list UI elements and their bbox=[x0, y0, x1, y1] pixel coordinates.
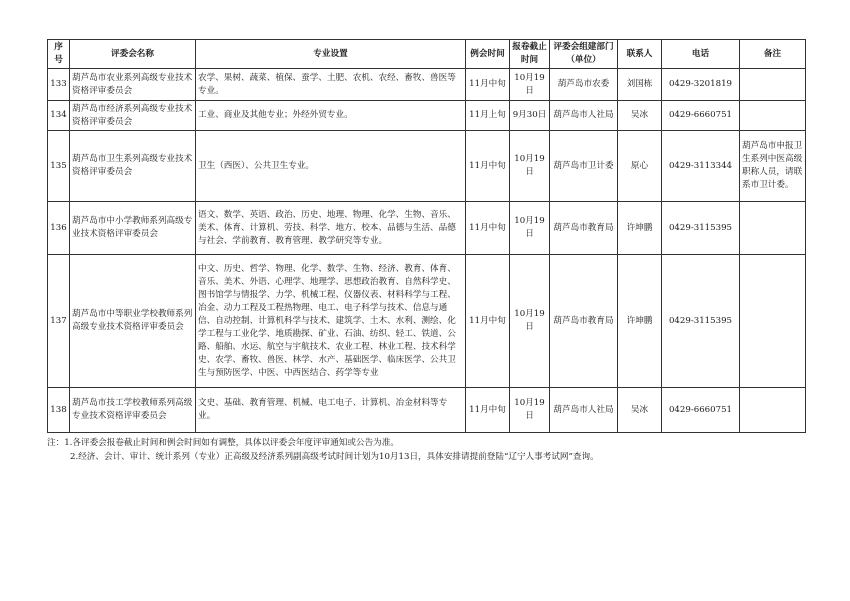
cell-contact: 许坤鹏 bbox=[618, 255, 662, 388]
header-meeting: 例会时间 bbox=[466, 40, 510, 69]
cell-contact: 吴冰 bbox=[618, 101, 662, 131]
cell-majors: 卫生（西医）、公共卫生专业。 bbox=[196, 131, 466, 202]
cell-committee: 葫芦岛市农业系列高级专业技术资格评审委员会 bbox=[70, 69, 196, 101]
cell-contact: 吴冰 bbox=[618, 388, 662, 433]
cell-majors: 文史、基础、教育管理、机械、电工电子、计算机、冶金材料等专业。 bbox=[196, 388, 466, 433]
cell-remark bbox=[740, 255, 806, 388]
cell-phone: 0429-6660751 bbox=[662, 388, 740, 433]
cell-majors: 中文、历史、哲学、物理、化学、数学、生物、经济、教育、体育、音乐、美术、外语、心理学、地理学、思想政治教育、自然科学史、图书馆学与情报学、力学、机械工程、仪器仪表、材料科学与工程、冶金、动力工程及工程热物理、电工、电子科学与技术、信息与通信、自动控制、计算机科学与技术、建筑学、土木、水利、测绘、化学工程与工业化学、地质勘探、矿业、石油、纺织、轻工、铁道、公路、船舶、水运、航空与宇航技术、农业工程、林业工程、技术科学史、农学、畜牧、兽医、林学、水产、基础医学、临床医学、公共卫生与预防医学、中医、中西医结合、药学等专业 bbox=[196, 255, 466, 388]
cell-meeting: 11月中旬 bbox=[466, 69, 510, 101]
header-contact: 联系人 bbox=[618, 40, 662, 69]
cell-seq: 136 bbox=[48, 202, 70, 255]
cell-deadline: 10月19日 bbox=[510, 255, 550, 388]
cell-meeting: 11月中旬 bbox=[466, 131, 510, 202]
cell-majors: 工业、商业及其他专业；外经外贸专业。 bbox=[196, 101, 466, 131]
cell-deadline: 9月30日 bbox=[510, 101, 550, 131]
cell-org: 葫芦岛市人社局 bbox=[550, 388, 618, 433]
cell-contact: 刘国栋 bbox=[618, 69, 662, 101]
table-row bbox=[48, 131, 806, 202]
table-row bbox=[48, 202, 806, 255]
cell-committee: 葫芦岛市中等职业学校教师系列高级专业技术资格评审委员会 bbox=[70, 255, 196, 388]
table-row bbox=[48, 388, 806, 433]
header-row bbox=[48, 40, 806, 69]
cell-org: 葫芦岛市农委 bbox=[550, 69, 618, 101]
cell-meeting: 11月中旬 bbox=[466, 202, 510, 255]
cell-committee: 葫芦岛市经济系列高级专业技术资格评审委员会 bbox=[70, 101, 196, 131]
cell-seq: 138 bbox=[48, 388, 70, 433]
cell-org: 葫芦岛市教育局 bbox=[550, 255, 618, 388]
cell-org: 葫芦岛市卫计委 bbox=[550, 131, 618, 202]
cell-seq: 133 bbox=[48, 69, 70, 101]
cell-deadline: 10月19日 bbox=[510, 69, 550, 101]
footnote-2: 2.经济、会计、审计、统计系列（专业）正高级及经济系列副高级考试时间计划为10月13日，具体安排请提前登陆“辽宁人事考试网”查询。 bbox=[70, 452, 599, 462]
header-deadline: 报卷截止时间 bbox=[510, 40, 550, 69]
cell-contact: 原心 bbox=[618, 131, 662, 202]
cell-committee: 葫芦岛市卫生系列高级专业技术资格评审委员会 bbox=[70, 131, 196, 202]
cell-deadline: 10月19日 bbox=[510, 131, 550, 202]
table-row bbox=[48, 255, 806, 388]
committee-table bbox=[47, 39, 806, 433]
cell-seq: 135 bbox=[48, 131, 70, 202]
cell-meeting: 11月上旬 bbox=[466, 101, 510, 131]
cell-committee: 葫芦岛市技工学校教师系列高级专业技术资格评审委员会 bbox=[70, 388, 196, 433]
table-row bbox=[48, 69, 806, 101]
header-committee: 评委会名称 bbox=[70, 40, 196, 69]
cell-phone: 0429-3115395 bbox=[662, 202, 740, 255]
cell-deadline: 10月19日 bbox=[510, 202, 550, 255]
header-remark: 备注 bbox=[740, 40, 806, 69]
cell-meeting: 11月中旬 bbox=[466, 388, 510, 433]
header-majors: 专业设置 bbox=[196, 40, 466, 69]
cell-remark bbox=[740, 101, 806, 131]
cell-seq: 137 bbox=[48, 255, 70, 388]
cell-remark: 葫芦岛市申报卫生系列中医高级职称人员，请联系市卫计委。 bbox=[740, 131, 806, 202]
cell-phone: 0429-3115395 bbox=[662, 255, 740, 388]
header-phone: 电话 bbox=[662, 40, 740, 69]
cell-seq: 134 bbox=[48, 101, 70, 131]
cell-remark bbox=[740, 69, 806, 101]
cell-deadline: 10月19日 bbox=[510, 388, 550, 433]
cell-meeting: 11月中旬 bbox=[466, 255, 510, 388]
cell-remark bbox=[740, 202, 806, 255]
cell-phone: 0429-6660751 bbox=[662, 101, 740, 131]
cell-phone: 0429-3201819 bbox=[662, 69, 740, 101]
cell-org: 葫芦岛市人社局 bbox=[550, 101, 618, 131]
cell-committee: 葫芦岛市中小学教师系列高级专业技术资格评审委员会 bbox=[70, 202, 196, 255]
cell-majors: 语文、数学、英语、政治、历史、地理、物理、化学、生物、音乐、美术、体育、计算机、劳技、科学、地方、校本、品德与生活、品德与社会、学前教育、教育管理、教学研究等专业。 bbox=[196, 202, 466, 255]
cell-majors: 农学、果树、蔬菜、植保、蚕学、土肥、农机、农经、畜牧、兽医等专业。 bbox=[196, 69, 466, 101]
cell-remark bbox=[740, 388, 806, 433]
cell-org: 葫芦岛市教育局 bbox=[550, 202, 618, 255]
footnote-1: 注：1.各评委会报卷截止时间和例会时间如有调整，具体以评委会年度评审通知或公告为准。 bbox=[47, 438, 399, 448]
cell-contact: 许坤鹏 bbox=[618, 202, 662, 255]
footnotes bbox=[47, 436, 827, 464]
cell-phone: 0429-3113344 bbox=[662, 131, 740, 202]
header-org: 评委会组建部门（单位） bbox=[550, 40, 618, 69]
header-seq: 序号 bbox=[48, 40, 70, 69]
table-row bbox=[48, 101, 806, 131]
